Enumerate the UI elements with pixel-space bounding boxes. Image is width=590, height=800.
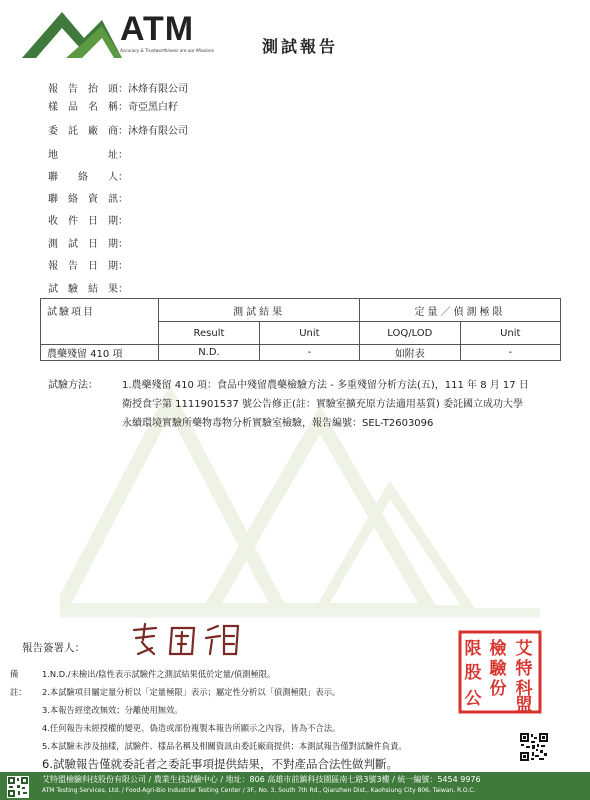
remark-item: 3.本報告經塗改無效；分離使用無效。 <box>42 705 183 715</box>
col-header-results: 測試結果 <box>159 299 360 322</box>
remark-item: 1.N.D./未檢出/陰性表示試驗件之測試結果低於定量/偵測極限。 <box>42 669 276 679</box>
remark-item: 2.本試驗項目屬定量分析以「定量極限」表示；屬定性分析以「偵測極限」表示。 <box>42 687 341 697</box>
svg-text:股: 股 <box>464 663 482 683</box>
remark-item: 5.本試驗未涉及抽樣，試驗件、樣品名稱及相關資訊由委託廠商提供；本測試報告僅對試驗件負責。 <box>42 741 407 751</box>
svg-text:驗: 驗 <box>489 659 507 679</box>
cell-loq: 如附表 <box>360 345 461 361</box>
logo-wordmark: ATM <box>120 10 195 48</box>
sample-name-value: 奇亞黑白籽 <box>128 102 178 113</box>
cell-unit-2: - <box>460 345 560 361</box>
svg-text:公: 公 <box>464 689 482 709</box>
footer-company-info: 艾特盟檢驗科技股份有限公司 / 農業生技試驗中心 / 地址：806 高雄市前鎮科技園區南七路3號3樓 / 統一編號：5454 9976 <box>42 775 481 784</box>
remarks-label: 備註： <box>10 669 27 697</box>
info-row-client: 委託廠商：沐烽有限公司 <box>48 122 188 137</box>
qr-code-icon <box>520 733 548 761</box>
svg-text:限: 限 <box>464 639 482 659</box>
info-row-contact-info: 聯絡資訊： <box>48 194 128 205</box>
col-header-unit: Unit <box>259 322 359 345</box>
info-row-test-result: 試驗結果： <box>48 284 128 295</box>
info-row-report-date: 報告日期： <box>48 261 128 272</box>
info-row-sample-name: 樣品名稱：奇亞黑白籽 <box>48 98 178 113</box>
footer-qr-icon <box>7 776 29 798</box>
report-title: 測試報告 <box>262 37 339 56</box>
col-header-loq: LOQ/LOD <box>360 322 461 345</box>
results-table <box>40 298 561 361</box>
svg-text:檢: 檢 <box>489 639 507 659</box>
svg-text:盟: 盟 <box>515 695 533 714</box>
info-row-contact: 聯絡人： <box>48 172 128 183</box>
info-row-test-date: 測試日期： <box>48 239 128 250</box>
cell-item: 農藥殘留 410 項 <box>41 345 159 361</box>
info-row-report-header: 報告抬頭：沐烽有限公司 <box>48 80 188 95</box>
info-row-address: 地址： <box>48 150 128 161</box>
client-value: 沐烽有限公司 <box>128 126 188 137</box>
col-header-test-item: 試驗項目 <box>41 299 159 345</box>
col-header-limits: 定量／偵測極限 <box>360 299 561 322</box>
col-header-result: Result <box>159 322 259 345</box>
footer-company-info-en: ATM Testing Services, Ltd. / Food-Agri-Bio Industrial Testing Center / 3F., No. 3, South 7th Rd., Qianzhen Dist., Kaohsiung City 806, Taiwan, R.O.C. <box>42 787 476 794</box>
handwritten-signature <box>128 620 243 660</box>
table-row <box>41 345 561 361</box>
signatory-label: 報告簽署人： <box>22 642 85 654</box>
svg-text:科: 科 <box>515 679 533 699</box>
cell-result: N.D. <box>159 345 259 361</box>
remark-item: 4.任何報告未經授權的變更、偽造或部份複製本報告所顯示之內容，皆為不合法。 <box>42 723 341 733</box>
logo-tagline: Accuracy & Trustworthiness are our Missions <box>120 48 214 53</box>
test-method-text: 1.農藥殘留 410 項：食品中殘留農藥檢驗方法 - 多重殘留分析方法(五)，111 年 8 月 17 日 衛授食字第 1111901537 號公告修正(註：實驗室擴充原方法適用基質) 委託國立成功大學 永續環境實驗所藥物毒物分析實驗室檢驗，報告編號：SEL-T2603096 <box>122 380 529 429</box>
svg-text:份: 份 <box>489 679 507 699</box>
company-seal-stamp <box>458 630 542 714</box>
test-method-label: 試驗方法： <box>48 380 98 391</box>
col-header-unit-2: Unit <box>460 322 560 345</box>
info-row-received-date: 收件日期： <box>48 216 128 227</box>
svg-text:艾: 艾 <box>515 639 533 659</box>
svg-text:特: 特 <box>515 659 533 679</box>
report-header-value: 沐烽有限公司 <box>128 84 188 95</box>
remark-item: 6.試驗報告僅就委託者之委託事項提供結果，不對產品合法性做判斷。 <box>42 757 398 771</box>
cell-unit: - <box>259 345 359 361</box>
